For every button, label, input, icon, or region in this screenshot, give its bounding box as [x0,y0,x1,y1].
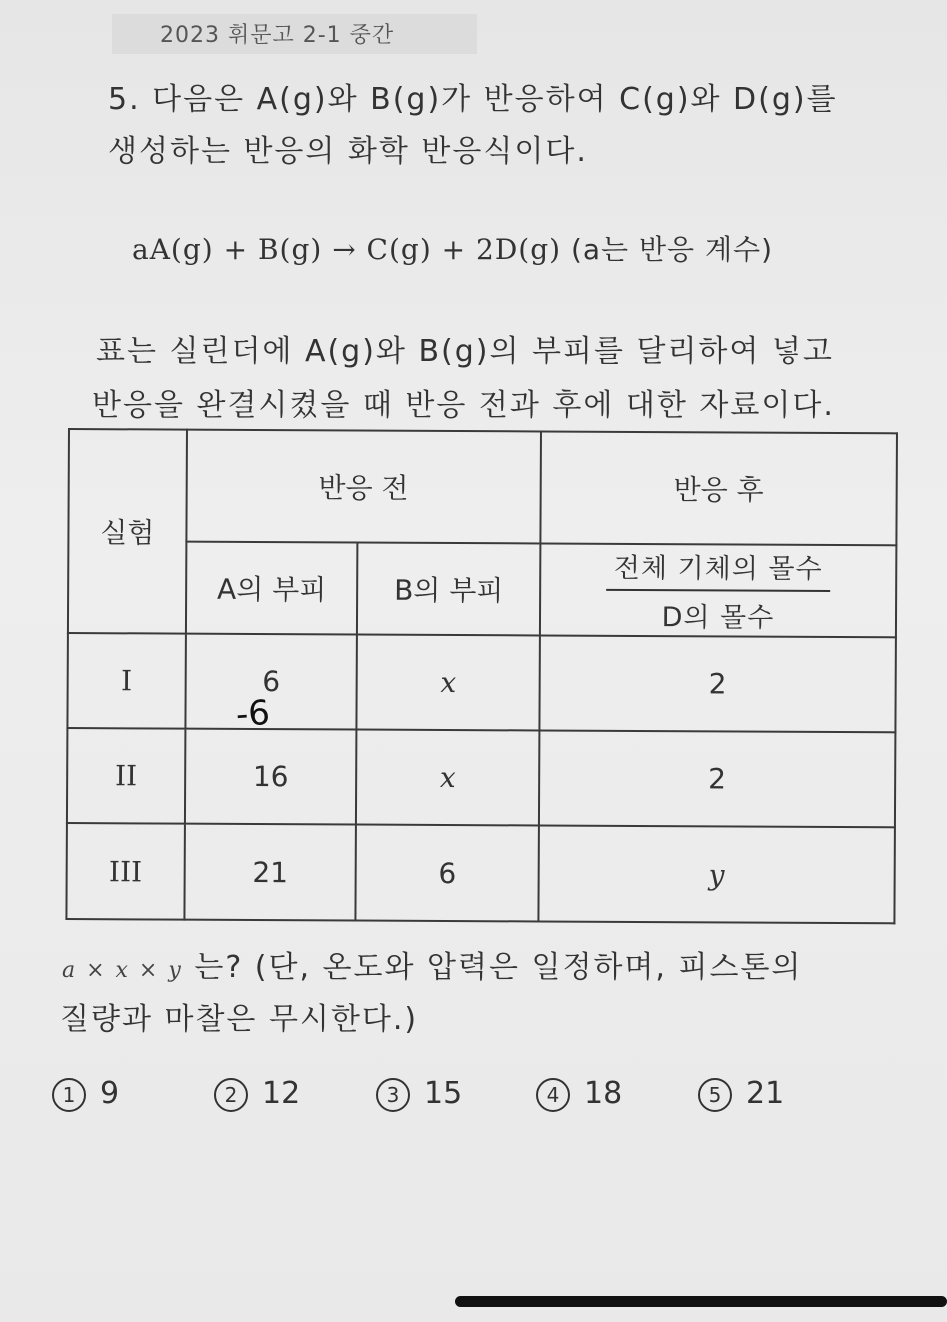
row-ratio: 2 [539,730,896,827]
row-a-volume: 6 [185,634,357,730]
row-exp-label: II [67,728,185,824]
header-after: 반응 후 [540,431,897,545]
ratio-numerator: 전체 기체의 몰수 [606,546,831,592]
header-ratio [540,543,897,637]
choice-number: 3 [376,1078,410,1112]
home-indicator-bar[interactable] [455,1296,947,1307]
choice-5[interactable] [698,1076,784,1112]
experiment-table [65,428,898,924]
choice-value: 9 [100,1076,120,1111]
row-a-volume: 16 [185,729,357,825]
table-row [67,633,895,732]
row-b-volume: 6 [356,825,539,922]
choice-4[interactable] [536,1076,622,1112]
choice-number: 4 [536,1078,570,1112]
row-exp-label: III [66,823,184,920]
choice-value: 21 [746,1076,785,1111]
description-line-1: 표는 실린더에 A(g)와 B(g)의 부피를 달리하여 넣고 [96,334,834,369]
choice-value: 18 [584,1076,623,1111]
condition-line-1 [62,942,802,986]
header-a-volume: A의 부피 [186,542,358,635]
table-header-row [68,429,897,545]
row-b-volume: x [356,730,539,826]
header-b-volume: B의 부피 [357,543,540,636]
ratio-denominator: D의 몰수 [661,602,775,634]
choice-number: 1 [52,1078,86,1112]
condition-text: 는? (단, 온도와 압력은 일정하며, 피스톤의 [194,950,803,985]
choice-value: 15 [424,1076,463,1111]
choice-value: 12 [262,1076,301,1111]
row-a-volume: 21 [184,824,356,921]
row-ratio: 2 [539,635,896,732]
handwritten-note: -6 [234,692,272,736]
choice-2[interactable] [214,1076,300,1112]
table-subheader-row [68,541,896,637]
row-b-volume: x [357,635,540,731]
header-experiment: 실험 [68,429,187,634]
choice-3[interactable] [376,1076,462,1112]
row-ratio: y [538,825,895,923]
table-row [66,823,894,923]
table-row [67,728,895,827]
exam-header: 2023 휘문고 2-1 중간 [160,23,395,48]
equation-text: aA(g) + B(g) → C(g) + 2D(g) [132,233,562,266]
answer-choices [0,1076,947,1120]
condition-line-2: 질량과 마찰은 무시한다.) [60,1002,419,1037]
equation-note: (a는 반응 계수) [570,233,774,266]
condition-expression: a × x × y [62,958,183,983]
choice-number: 5 [698,1078,732,1112]
question-line-1: 5. 다음은 A(g)와 B(g)가 반응하여 C(g)와 D(g)를 [108,82,838,117]
ratio-fraction [605,546,830,635]
row-exp-label: I [67,633,185,729]
choice-1[interactable] [52,1076,119,1112]
description-line-2: 반응을 완결시켰을 때 반응 전과 후에 대한 자료이다. [92,388,835,423]
chemical-equation [132,228,773,268]
header-before: 반응 전 [186,430,541,544]
question-line-2: 생성하는 반응의 화학 반응식이다. [108,134,588,169]
choice-number: 2 [214,1078,248,1112]
